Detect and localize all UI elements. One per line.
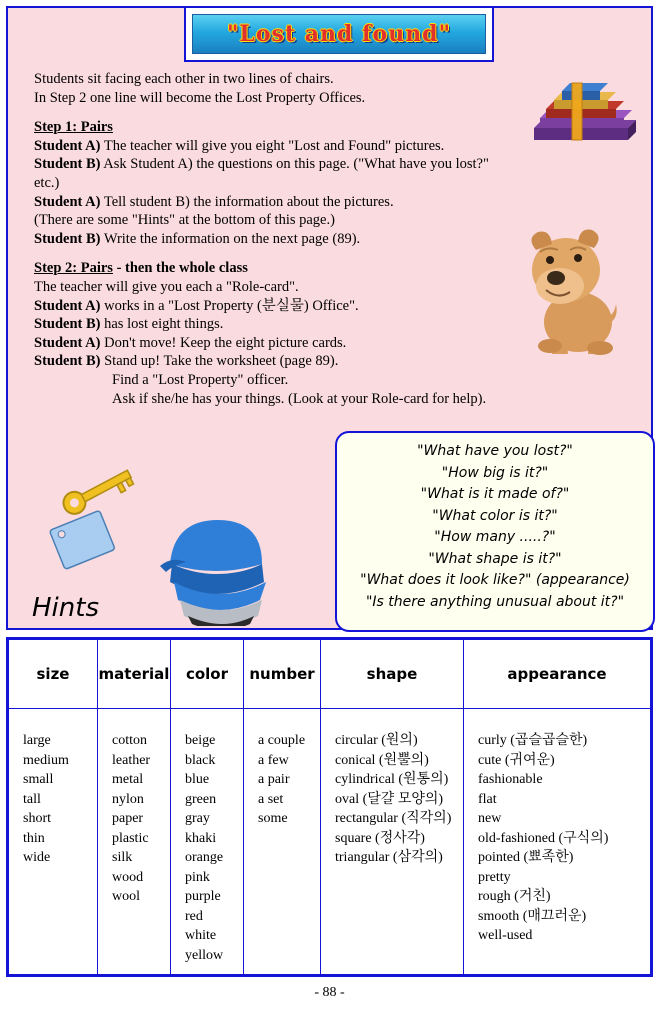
list-item: oval (달걀 모양의) <box>335 791 444 807</box>
list-item: triangular (삼각의) <box>335 850 443 865</box>
list-item: pink <box>185 869 210 885</box>
cap-illustration <box>146 508 276 626</box>
question-6: "What shape is it?" <box>428 550 562 567</box>
list-item: pretty <box>478 869 511 885</box>
table-header-row <box>9 640 651 709</box>
list-item: silk <box>112 850 133 865</box>
question-5: "How many .....?" <box>434 529 556 545</box>
list-item: tall <box>23 791 41 807</box>
color-options <box>171 709 243 965</box>
list-item: medium <box>23 752 69 768</box>
spacer <box>34 248 514 259</box>
column-header-color: color <box>171 640 244 709</box>
list-item: black <box>185 752 216 768</box>
appearance-options <box>464 709 650 946</box>
list-item: orange <box>185 850 224 865</box>
activity-panel <box>6 6 653 630</box>
question-1: "What have you lost?" <box>417 443 573 459</box>
list-item: short <box>23 811 51 826</box>
list-item: cute (귀여운) <box>478 752 555 768</box>
step2-sub-line-1: Find a "Lost Property" officer. <box>112 371 289 388</box>
intro-line-2: In Step 2 one line will become the Lost Property Offices. <box>34 89 366 106</box>
list-item: some <box>258 811 288 826</box>
list-item: large <box>23 733 51 748</box>
step1-line-4: (There are some "Hints" at the bottom of this page.) <box>34 212 335 229</box>
list-item: cylindrical (원통의) <box>335 772 449 787</box>
column-header-appearance: appearance <box>464 640 651 709</box>
cell-shape <box>321 709 464 975</box>
cell-size <box>9 709 98 975</box>
step2-line-5: Student B) Stand up! Take the worksheet (page 89). <box>34 353 339 370</box>
dog-illustration <box>516 218 632 358</box>
list-item: a couple <box>258 733 306 748</box>
list-item: purple <box>185 889 221 904</box>
column-header-number: number <box>244 640 321 709</box>
instructions-block <box>34 70 514 408</box>
list-item: pointed (뾰족한) <box>478 850 574 865</box>
cell-number <box>244 709 321 975</box>
column-header-shape: shape <box>321 640 464 709</box>
question-7: "What does it look like?" (appearance) <box>360 572 630 588</box>
list-item: rough (거친) <box>478 889 551 904</box>
list-item: thin <box>23 830 45 846</box>
column-header-size: size <box>9 640 98 709</box>
list-item: paper <box>112 811 144 826</box>
list-item: wide <box>23 850 51 865</box>
list-item: a pair <box>258 772 290 787</box>
cell-appearance <box>464 709 651 975</box>
list-item: rectangular (직각의) <box>335 811 452 826</box>
step2-line-4: Student A) Don't move! Keep the eight picture cards. <box>34 334 347 351</box>
list-item: plastic <box>112 830 149 846</box>
spacer <box>34 107 514 118</box>
list-item: small <box>23 772 54 787</box>
hints-table <box>8 639 651 975</box>
list-item: old-fashioned (구식의) <box>478 830 609 846</box>
list-item: smooth (매끄러운) <box>478 908 587 924</box>
question-3: "What is it made of?" <box>420 486 570 502</box>
step2-line-3: Student B) has lost eight things. <box>34 316 224 333</box>
list-item: khaki <box>185 830 217 846</box>
list-item: a few <box>258 752 289 768</box>
question-8: "Is there anything unusual about it?" <box>365 593 625 610</box>
list-item: circular (원의) <box>335 733 418 748</box>
step1-line-3: Student A) Tell student B) the information about the pictures. <box>34 193 394 210</box>
title-banner <box>184 6 494 62</box>
list-item: square (정사각) <box>335 830 425 846</box>
list-item: blue <box>185 772 210 787</box>
intro-line-1: Students sit facing each other in two lines of chairs. <box>34 71 334 87</box>
step2-heading: Step 2: Pairs - then the whole class <box>34 260 248 277</box>
hints-heading: Hints <box>32 593 99 623</box>
material-options <box>98 709 170 907</box>
list-item: a set <box>258 791 284 807</box>
table-row <box>9 709 651 975</box>
list-item: yellow <box>185 947 224 963</box>
list-item: nylon <box>112 791 144 807</box>
list-item: white <box>185 928 217 943</box>
step1-heading: Step 1: Pairs <box>34 119 113 136</box>
step1-line-5: Student B) Write the information on the next page (89). <box>34 230 361 247</box>
list-item: curly (곱슬곱슬한) <box>478 733 588 748</box>
list-item: new <box>478 811 502 826</box>
size-options <box>9 709 97 868</box>
step2-line-1: The teacher will give you each a "Role-card". <box>34 278 299 295</box>
hints-table-container <box>6 637 653 977</box>
list-item: wool <box>112 889 140 904</box>
number-options <box>244 709 320 829</box>
list-item: leather <box>112 752 151 768</box>
list-item: metal <box>112 772 144 787</box>
list-item: well-used <box>478 928 533 943</box>
list-item: fashionable <box>478 772 543 787</box>
list-item: conical (원뿔의) <box>335 752 429 768</box>
list-item: flat <box>478 791 497 807</box>
list-item: wood <box>112 869 144 885</box>
list-item: red <box>185 908 203 924</box>
title-plate <box>192 14 486 54</box>
cell-material <box>98 709 171 975</box>
question-4: "What color is it?" <box>432 507 558 524</box>
step2-line-2: Student A) works in a "Lost Property (분실물) Office". <box>34 297 359 314</box>
question-prompts-box <box>335 431 655 632</box>
list-item: green <box>185 791 217 807</box>
books-illustration <box>520 74 640 146</box>
list-item: beige <box>185 733 216 748</box>
list-item: gray <box>185 811 210 826</box>
question-2: "How big is it?" <box>441 464 549 481</box>
step1-line-2: Student B) Ask Student A) the questions on this page. ("What have you lost?" etc.) <box>34 156 489 191</box>
step2-sub-line-2: Ask if she/he has your things. (Look at your Role-card for help). <box>112 390 487 407</box>
column-header-material: material <box>98 640 171 709</box>
shape-options <box>321 709 463 868</box>
step1-line-1: Student A) The teacher will give you eight "Lost and Found" pictures. <box>34 137 445 154</box>
page-number: - 88 - <box>314 985 345 1000</box>
cell-color <box>171 709 244 975</box>
page-title: "Lost and found" <box>226 21 452 47</box>
list-item: cotton <box>112 733 147 748</box>
